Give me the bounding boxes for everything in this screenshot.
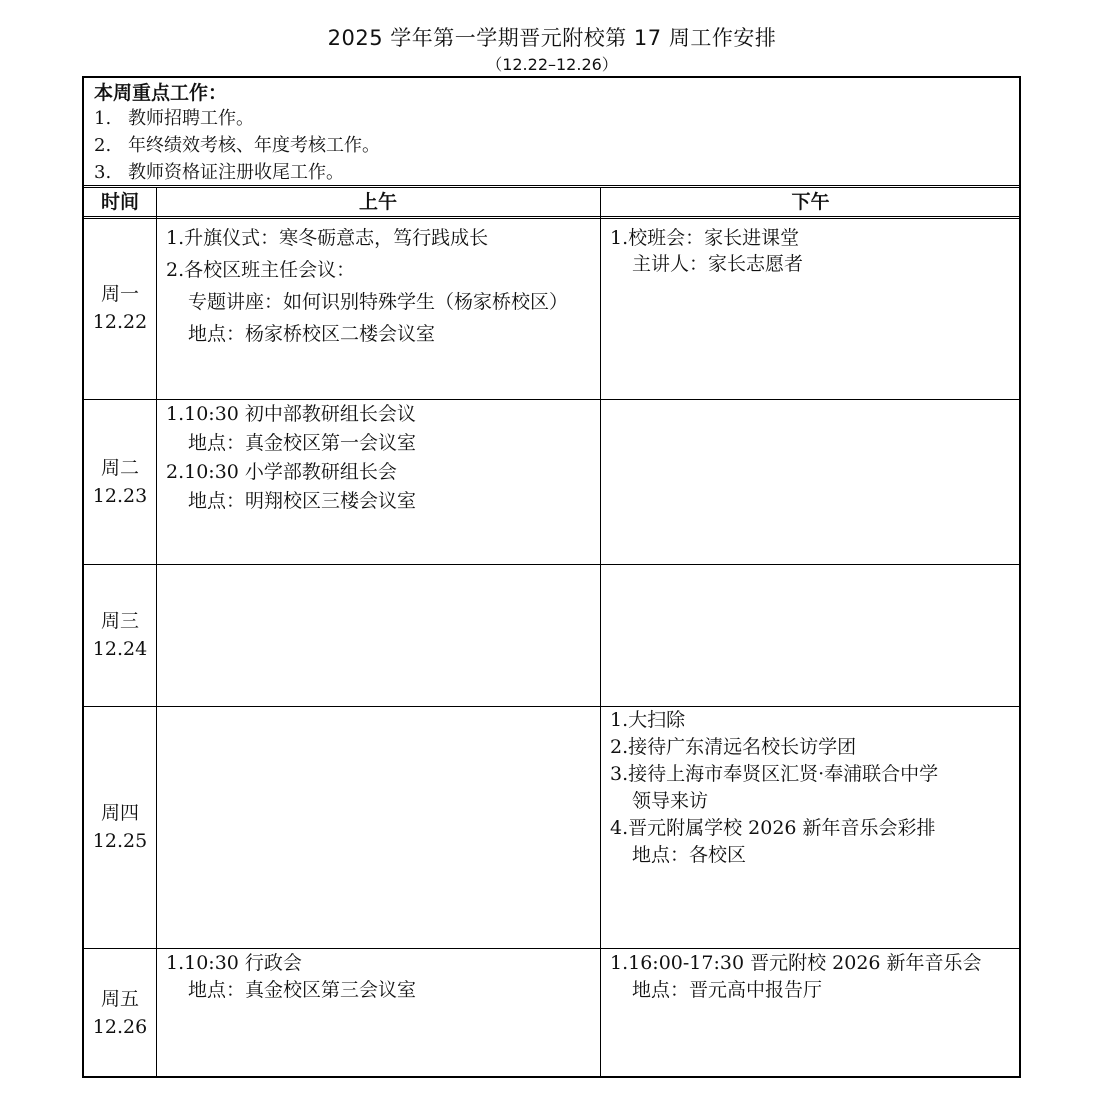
day-cell-tuesday: [84, 454, 156, 510]
schedule-line: 地点：杨家桥校区二楼会议室: [188, 323, 436, 345]
date-label: 12.23: [92, 485, 148, 507]
schedule-line: 2.10:30 小学部教研组长会: [166, 461, 397, 483]
date-label: 12.26: [92, 1016, 148, 1038]
date-label: 12.22: [92, 311, 148, 333]
schedule-line: 1.升旗仪式：寒冬砺意志，笃行践成长: [166, 227, 489, 249]
date-label: 12.24: [92, 638, 148, 660]
date-range: （12.22–12.26）: [486, 55, 618, 74]
day-cell-thursday: [84, 799, 156, 855]
focus-item: [94, 132, 1009, 159]
schedule-line: 4.晋元附属学校 2026 新年音乐会彩排: [610, 817, 936, 839]
morning-cell-friday: [166, 950, 416, 1004]
afternoon-cell-friday: [610, 950, 982, 1004]
morning-cell-tuesday: [166, 400, 416, 516]
schedule-line: 1.大扫除: [610, 709, 686, 731]
weekday-label: 周五: [100, 988, 139, 1010]
schedule-line: 1.16:00-17:30 晋元附校 2026 新年音乐会: [610, 952, 982, 974]
header-time: 时间: [100, 191, 139, 213]
schedule-line: 1.校班会：家长进课堂: [610, 227, 800, 249]
weekly-focus-section: [84, 78, 1019, 188]
focus-item: [94, 105, 1009, 132]
focus-item-number: 3.: [94, 162, 112, 183]
schedule-line: 主讲人：家长志愿者: [632, 253, 804, 275]
header-separator: [84, 216, 1019, 219]
day-cell-monday: [84, 280, 156, 336]
schedule-line: 2.接待广东清远名校长访学团: [610, 736, 857, 758]
schedule-table: [82, 76, 1021, 1078]
afternoon-cell-thursday: [610, 707, 938, 869]
focus-item-text: 年终绩效考核、年度考核工作。: [128, 135, 380, 156]
header-afternoon: 下午: [791, 191, 830, 213]
row-separator: [84, 564, 1019, 565]
weekday-label: 周四: [100, 802, 139, 824]
weekday-label: 周三: [100, 610, 139, 632]
morning-cell-monday: [166, 224, 568, 349]
page-title: 2025 学年第一学期晋元附校第 17 周工作安排: [327, 26, 777, 50]
schedule-line: 地点：各校区: [632, 844, 747, 866]
column-divider: [156, 188, 157, 1076]
day-cell-wednesday: [84, 607, 156, 663]
schedule-line: 地点：真金校区第三会议室: [188, 979, 417, 1001]
focus-item-text: 教师资格证注册收尾工作。: [128, 162, 344, 183]
focus-item-number: 2.: [94, 135, 112, 156]
schedule-line: 专题讲座：如何识别特殊学生（杨家桥校区）: [188, 291, 569, 313]
day-cell-friday: [84, 985, 156, 1041]
weekday-label: 周一: [100, 283, 139, 305]
focus-item-text: 教师招聘工作。: [128, 108, 254, 129]
weekly-focus-heading: 本周重点工作：: [94, 82, 228, 104]
row-separator: [84, 948, 1019, 949]
focus-item-number: 1.: [94, 108, 112, 129]
schedule-line: 地点：晋元高中报告厅: [632, 979, 823, 1001]
schedule-line: 1.10:30 初中部教研组长会议: [166, 403, 416, 425]
schedule-line: 3.接待上海市奉贤区汇贤·奉浦联合中学: [610, 763, 939, 785]
schedule-line: 2.各校区班主任会议：: [166, 259, 356, 281]
focus-item: [94, 159, 1009, 186]
schedule-line: 1.10:30 行政会: [166, 952, 302, 974]
afternoon-cell-monday: [610, 224, 803, 279]
weekday-label: 周二: [100, 457, 139, 479]
schedule-line: 地点：真金校区第一会议室: [188, 432, 417, 454]
date-label: 12.25: [92, 830, 148, 852]
header-morning: 上午: [358, 191, 397, 213]
schedule-line: 领导来访: [632, 790, 709, 812]
column-divider: [600, 188, 601, 1076]
schedule-line: 地点：明翔校区三楼会议室: [188, 490, 417, 512]
